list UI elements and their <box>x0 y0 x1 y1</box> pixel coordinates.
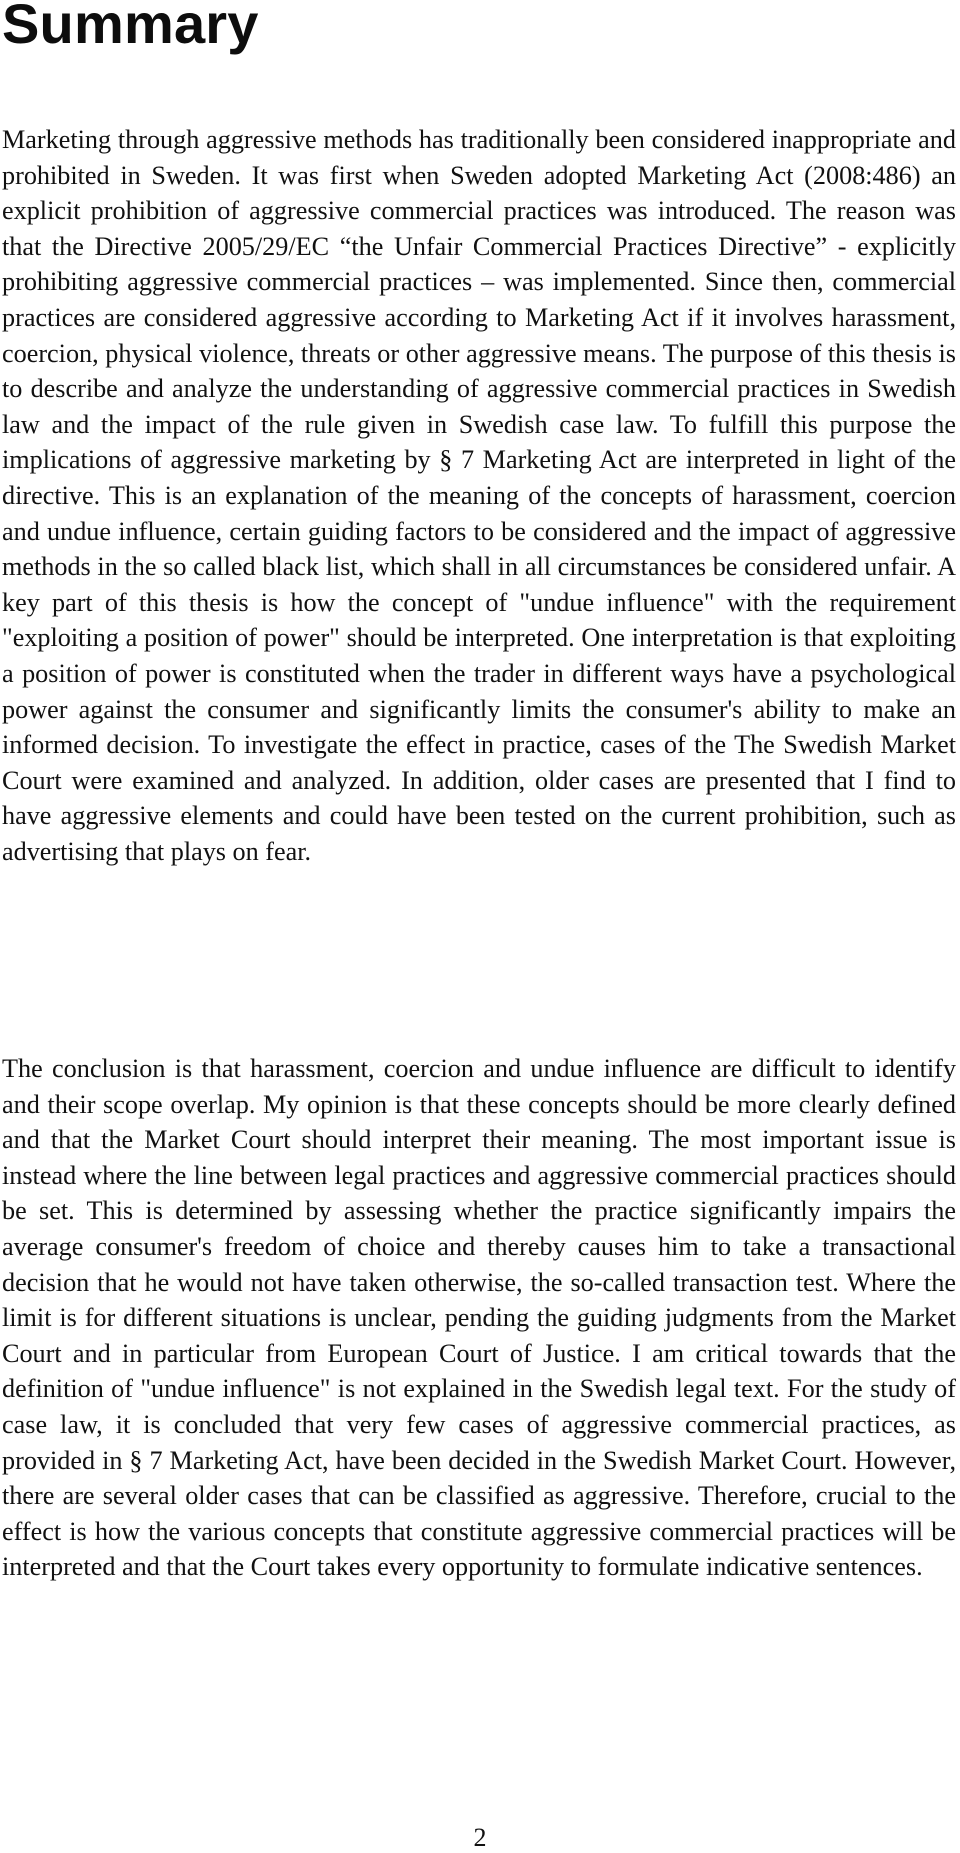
page-title: Summary <box>2 0 259 55</box>
page-number: 2 <box>473 1823 487 1852</box>
summary-paragraph-2: The conclusion is that harassment, coercion and undue influence are difficult to identify and their scope overlap. My opinion is that these concepts should be more clearly defined and that the Market Court should interpret their meaning. The most important issue is instead where the line between legal practices and aggressive commercial practices should be set. This is determined by assessing whether the practice significantly impairs the average consumer's freedom of choice and thereby causes him to take a transactional decision that he would not have taken otherwise, the so-called transaction test. Where the limit is for different situations is unclear, pending the guiding judgments from the Market Court and in particular from European Court of Justice. I am critical towards that the definition of "undue influence" is not explained in the Swedish legal text. For the study of case law, it is concluded that very few cases of aggressive commercial practices, as provided in § 7 Marketing Act, have been decided in the Swedish Market Court. However, there are several older cases that can be classified as aggressive. Therefore, crucial to the effect is how the various concepts that constitute aggressive commercial practices will be interpreted and that the Court takes every opportunity to formulate indicative sentences. <box>2 1054 956 1582</box>
summary-paragraph-1: Marketing through aggressive methods has traditionally been considered inappropriate and prohibited in Sweden. It was first when Sweden adopted Marketing Act (2008:486) an explicit prohibition of aggressive commercial practices was introduced. The reason was that the Directive 2005/29/EC “the Unfair Commercial Practices Directive” - explicitly prohibiting aggressive commercial practices – was implemented. Since then, commercial practices are considered aggressive according to Marketing Act if it involves harassment, coercion, physical violence, threats or other aggressive means. The purpose of this thesis is to describe and analyze the understanding of aggressive commercial practices in Swedish law and the impact of the rule given in Swedish case law. To fulfill this purpose the implications of aggressive marketing by § 7 Marketing Act are interpreted in light of the directive. This is an explanation of the meaning of the concepts of harassment, coercion and undue influence, certain guiding factors to be considered and the impact of aggressive methods in the so called black list, which shall in all circumstances be considered unfair. A key part of this thesis is how the concept of "undue influence" with the requirement "exploiting a position of power" should be interpreted. One interpretation is that exploiting a position of power is constituted when the trader in different ways have a psychological power against the consumer and significantly limits the consumer's ability to make an informed decision. To investigate the effect in practice, cases of the The Swedish Market Court were examined and analyzed. In addition, older cases are presented that I find to have aggressive elements and could have been tested on the current prohibition, such as advertising that plays on fear. <box>2 125 956 866</box>
